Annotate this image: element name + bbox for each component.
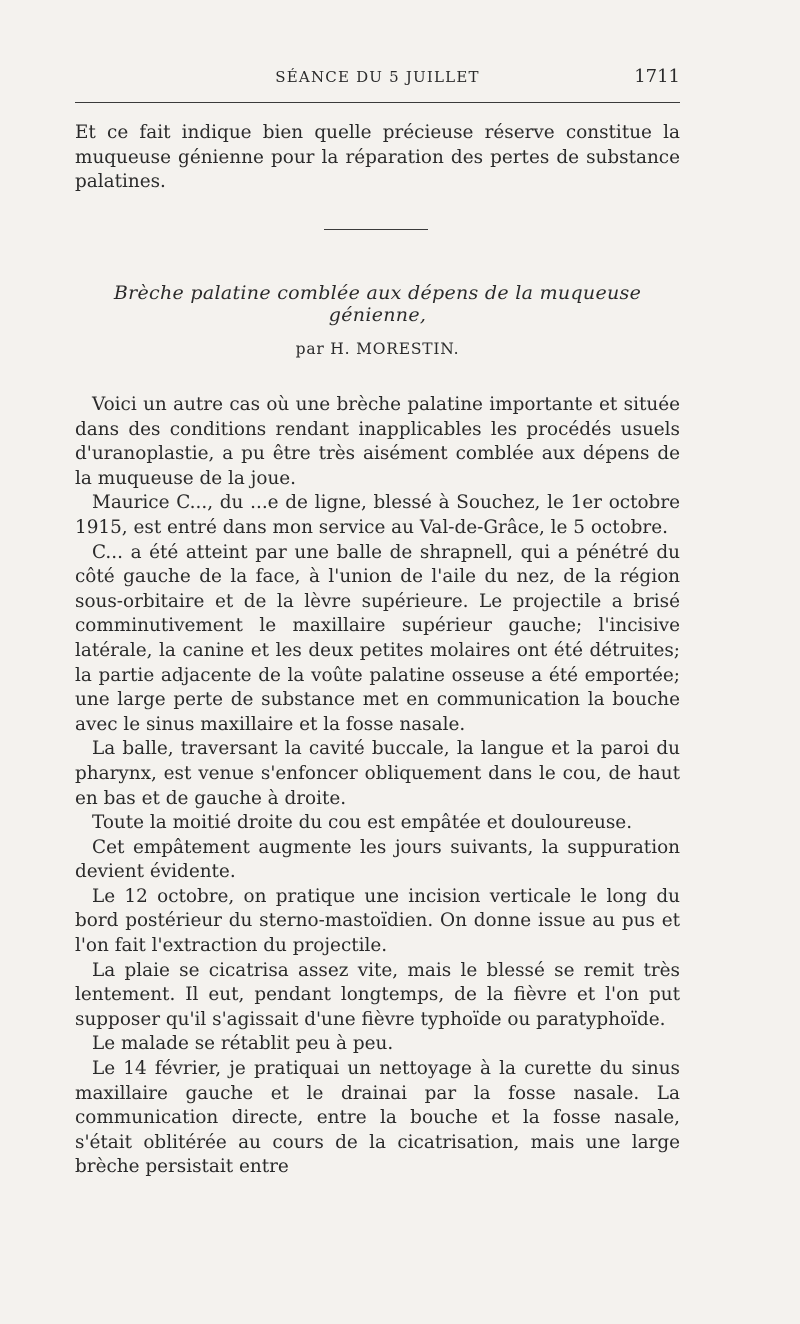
intro-text bbox=[75, 121, 680, 195]
body-paragraph: Le 14 février, je pratiquai un nettoyage à la curette du sinus maxillaire gauche et le drainai par la fosse nasale. La communication directe, entre la bouche et la fosse nasale, s'était oblitérée au cours de la cicatrisation, mais une large brèche persistait entre bbox=[75, 1058, 680, 1178]
body-paragraph: Le 12 octobre, on pratique une incision verticale le long du bord postérieur du sterno-mastoïdien. On donne issue au pus et l'on fait l'extraction du projectile. bbox=[75, 885, 680, 957]
intro-paragraph: Et ce fait indique bien quelle précieuse réserve constitue la muqueuse génienne pour la réparation des pertes de substance palatines. bbox=[75, 122, 680, 193]
section-divider bbox=[324, 229, 428, 230]
body-paragraph: Voici un autre cas où une brèche palatine importante et située dans des conditions rendant inapplicables les procédés usuels d'uranoplastie, a pu être très aisément comblée aux dépens de la muqueuse de la joue. bbox=[75, 394, 680, 489]
article-byline: par H. MORESTIN. bbox=[295, 340, 460, 358]
body-paragraph: Le malade se rétablit peu à peu. bbox=[92, 1033, 394, 1055]
body-paragraph: La balle, traversant la cavité buccale, la langue et la paroi du pharynx, est venue s'enfoncer obliquement dans le cou, de haut en bas et de gauche à droite. bbox=[75, 738, 680, 809]
body-paragraph: Cet empâtement augmente les jours suivants, la suppuration devient évidente. bbox=[75, 836, 680, 883]
header-title: SÉANCE DU 5 JUILLET bbox=[275, 68, 480, 86]
running-header bbox=[75, 66, 680, 90]
page-number: 1711 bbox=[634, 66, 680, 87]
body-paragraph: La plaie se cicatrisa assez vite, mais le blessé se remit très lentement. Il eut, pendant longtemps, de la fièvre et l'on put supposer qu'il s'agissait d'une fièvre typhoïde ou paratyphoïde. bbox=[75, 959, 680, 1030]
body-paragraph: C... a été atteint par une balle de shrapnell, qui a pénétré du côté gauche de la face, à l'union de l'aile du nez, de la région sous-orbitaire et de la lèvre supérieure. Le projectile a brisé comminutivement le maxillaire supérieur gauche; l'incisive latérale, la canine et les deux petites molaires ont été détruites; la partie adjacente de la voûte palatine osseuse a été emportée; une large perte de substance met en communication la bouche avec le sinus maxillaire et la fosse nasale. bbox=[75, 541, 680, 735]
header-divider bbox=[75, 102, 680, 103]
article-title: Brèche palatine comblée aux dépens de la muqueuse génienne, bbox=[113, 282, 642, 326]
article-body bbox=[75, 393, 680, 1180]
body-paragraph: Toute la moitié droite du cou est empâtée et douloureuse. bbox=[92, 812, 633, 834]
body-paragraph: Maurice C..., du ...e de ligne, blessé à Souchez, le 1er octobre 1915, est entré dans mon service au Val-de-Grâce, le 5 octobre. bbox=[75, 492, 680, 538]
